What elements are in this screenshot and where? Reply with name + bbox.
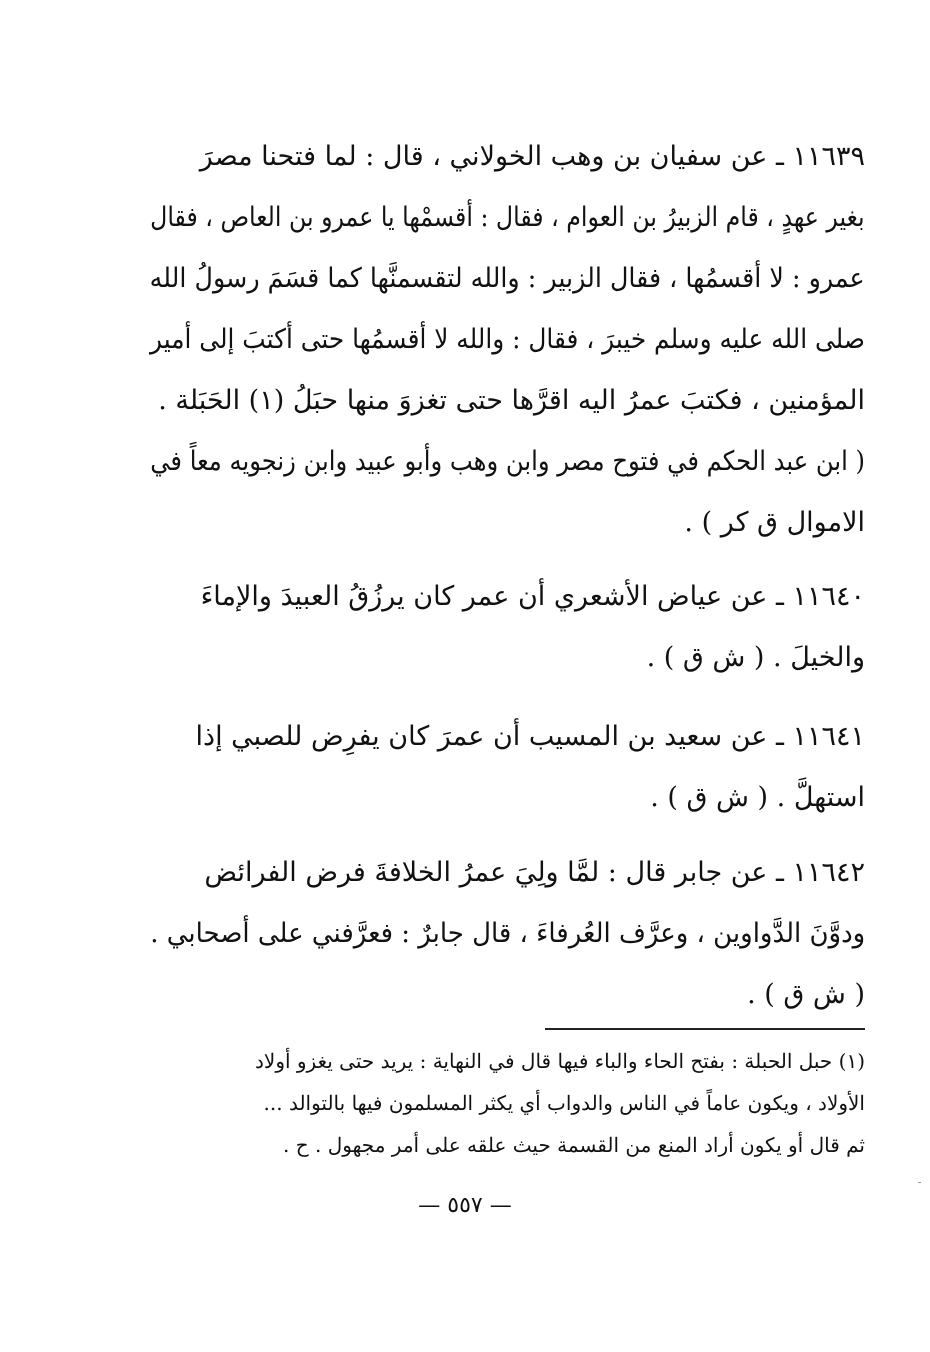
hadith-11639-line-7: الاموال ق كر ) .	[684, 507, 865, 538]
hadith-11641	[150, 706, 865, 828]
footnote-line-2: الأولاد ، ويكون عاماً في الناس والدواب أي يكثر المسلمون فيها بالتوالد ...	[263, 1091, 865, 1115]
hadith-11639-line-2: بغير عهدٍ ، قام الزبيرُ بن العوام ، فقال : أقسمْها يا عمرو بن العاص ، فقال	[150, 202, 865, 233]
hadith-11639	[150, 126, 865, 553]
hadith-11639-line-1: ١١٦٣٩ ـ عن سفيان بن وهب الخولاني ، قال : لما فتحنا مصرَ	[199, 141, 865, 172]
hadith-11642-line-3: ( ش ق ) .	[747, 979, 865, 1010]
hadith-11639-line-4: صلى الله عليه وسلم خيبرَ ، فقال : والله لا أقسمُها حتى أكتبَ إلى أمير	[150, 324, 865, 355]
hadith-11639-line-6: ( ابن عبد الحكم في فتوح مصر وابن وهب وأبو عبيد وابن زنجويه معاً في	[150, 446, 865, 477]
scan-edge-mark	[918, 1182, 921, 1183]
hadith-11641-line-1: ١١٦٤١ ـ عن سعيد بن المسيب أن عمرَ كان يفرِض للصبي إذا	[195, 721, 865, 752]
footnote	[150, 1040, 865, 1166]
footnote-line-1: (١) حبل الحبلة : بفتح الحاء والباء فيها قال في النهاية : يريد حتى يغزو أولاد	[255, 1049, 865, 1073]
footnote-line-3: ثم قال أو يكون أراد المنع من القسمة حيث علقه على أمر مجهول . ح .	[283, 1133, 865, 1157]
hadith-11639-line-3: عمرو : لا أقسمُها ، فقال الزبير : والله لتقسمنَّها كما قسَمَ رسولُ الله	[149, 263, 865, 294]
hadith-11640-line-2: والخيلَ . ( ش ق ) .	[646, 642, 865, 673]
hadith-11640	[150, 566, 865, 688]
hadith-11641-line-2: استهلَّ . ( ش ق ) .	[650, 782, 865, 813]
hadith-11642-line-1: ١١٦٤٢ ـ عن جابر قال : لمَّا ولِيَ عمرُ الخلافةَ فرض الفرائض	[204, 857, 865, 888]
hadith-11642-line-2: ودوَّنَ الدَّواوين ، وعرَّف العُرفاءَ ، قال جابرٌ : فعرَّفني على أصحابي .	[150, 918, 865, 949]
page-number: — ٥٥٧ —	[418, 1193, 512, 1218]
footnote-divider	[545, 1028, 865, 1030]
hadith-11640-line-1: ١١٦٤٠ ـ عن عياض الأشعري أن عمر كان يرزُقُ العبيدَ والإماءَ	[200, 581, 865, 612]
hadith-11639-line-5: المؤمنين ، فكتبَ عمرُ اليه اقرَّها حتى تغزوَ منها حبَلُ (١) الحَبَلة .	[158, 385, 865, 416]
hadith-11642	[150, 842, 865, 1025]
